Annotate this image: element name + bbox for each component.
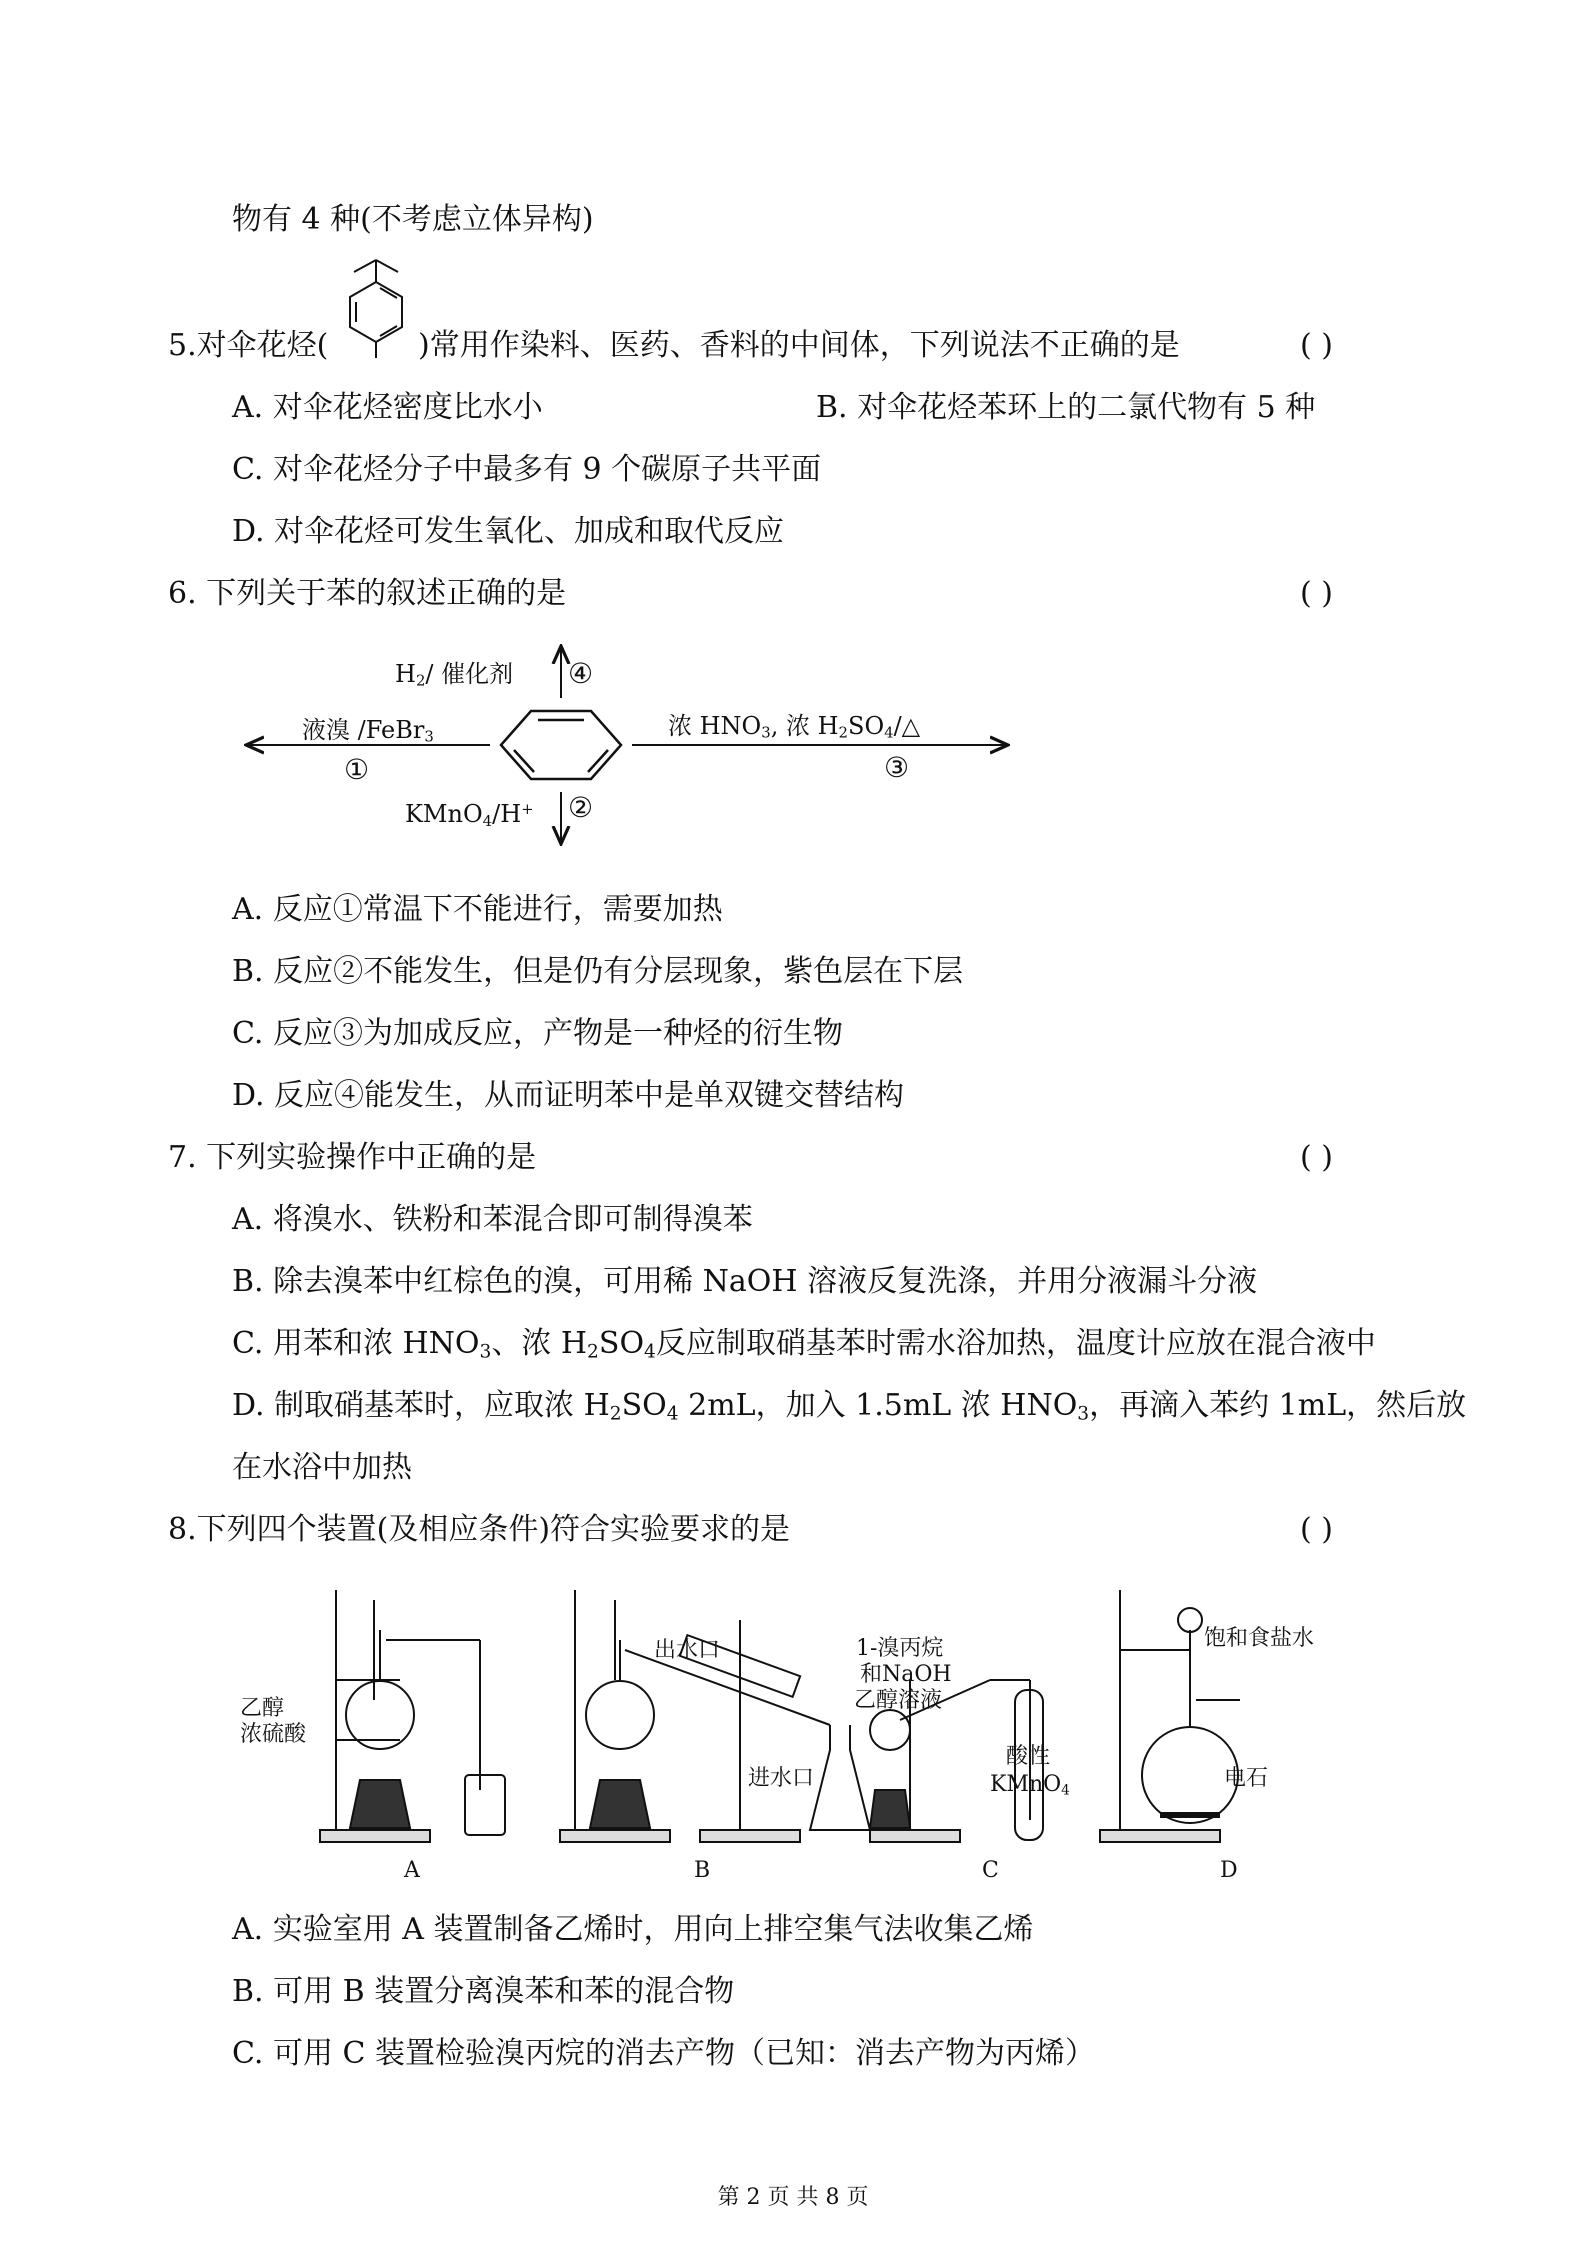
reaction-3-number: ③	[884, 751, 910, 784]
reaction-1-label: 液溴 /FeBr$_3$	[302, 716, 434, 746]
apparatus-c-reagent-line2: 和NaOH	[860, 1662, 952, 1687]
q5-option-c: C. 对伞花烃分子中最多有 9 个碳原子共平面	[232, 452, 822, 487]
q6-option-c: C. 反应③为加成反应，产物是一种烃的衍生物	[232, 1016, 843, 1051]
q6-stem: 6. 下列关于苯的叙述正确的是	[168, 576, 567, 611]
q8-answer-paren: ( )	[1300, 1512, 1333, 1547]
reaction-3-label: 浓 $HNO_3$, 浓 $H_2SO_4/\triangle$	[668, 712, 921, 742]
apparatus-c-reagent-line1: 1-溴丙烷	[856, 1636, 944, 1661]
q5-answer-paren: ( )	[1300, 328, 1333, 363]
apparatus-c-caption: C	[982, 1858, 999, 1883]
apparatus-c-kmno4-label: KMnO$_4$	[990, 1772, 1070, 1799]
q7-option-b: B. 除去溴苯中红棕色的溴，可用稀 NaOH 溶液反复洗涤，并用分液漏斗分液	[232, 1264, 1258, 1299]
q8-stem: 8.下列四个装置(及相应条件)符合实验要求的是	[168, 1512, 791, 1547]
page-footer: 第 2 页 共 8 页	[717, 2185, 869, 2210]
q5-stem-prefix: 5.对伞花烃(	[168, 328, 329, 363]
q6-option-a: A. 反应①常温下不能进行，需要加热	[232, 892, 723, 927]
apparatus-b-drawing	[560, 1590, 870, 1842]
apparatus-d-caption: D	[1220, 1858, 1238, 1883]
reaction-4-label: $H_2/$ 催化剂	[395, 660, 514, 690]
q7-answer-paren: ( )	[1300, 1140, 1333, 1175]
q7-stem: 7. 下列实验操作中正确的是	[168, 1140, 537, 1175]
apparatus-a-label-ethanol: 乙醇	[240, 1696, 285, 1721]
q6-option-d: D. 反应④能发生，从而证明苯中是单双键交替结构	[232, 1078, 905, 1113]
q5-option-d: D. 对伞花烃可发生氧化、加成和取代反应	[232, 514, 785, 549]
q5-stem-suffix: )常用作染料、医药、香料的中间体，下列说法不正确的是	[418, 328, 1180, 363]
q8-option-b: B. 可用 B 装置分离溴苯和苯的混合物	[232, 1974, 735, 2009]
apparatus-b-caption: B	[694, 1858, 711, 1883]
apparatus-figure	[230, 1580, 1390, 1870]
apparatus-d-water-label: 饱和食盐水	[1204, 1626, 1315, 1651]
q6-option-b: B. 反应②不能发生，但是仍有分层现象，紫色层在下层	[232, 954, 964, 989]
apparatus-a-caption: A	[404, 1858, 420, 1883]
reaction-1-number: ①	[344, 753, 370, 786]
continued-text-line: 物有 4 种(不考虑立体异构)	[232, 202, 594, 237]
benzene-ring-icon	[501, 711, 621, 779]
reaction-2-label: KMnO$_4$/H+	[405, 800, 534, 830]
q7-option-d-continued: 在水浴中加热	[232, 1450, 412, 1485]
p-cymene-structure-icon	[340, 258, 412, 358]
apparatus-b-inlet-label: 进水口	[748, 1766, 815, 1791]
reaction-4-number: ④	[568, 657, 594, 690]
q7-option-a: A. 将溴水、铁粉和苯混合即可制得溴苯	[232, 1202, 753, 1237]
q5-option-b: B. 对伞花烃苯环上的二氯代物有 5 种	[816, 390, 1316, 425]
q5-option-a: A. 对伞花烃密度比水小	[232, 390, 543, 425]
apparatus-a-label-acid: 浓硫酸	[240, 1722, 307, 1747]
q7-option-c: C. 用苯和浓 $HNO_3$、浓 $H_2SO_4$反应制取硝基苯时需水浴加热，温度计应放在混合液中	[232, 1326, 1376, 1363]
apparatus-a-drawing	[320, 1590, 505, 1842]
q6-answer-paren: ( )	[1300, 576, 1333, 611]
apparatus-d-solid-label: 电石	[1224, 1766, 1269, 1791]
q8-option-c: C. 可用 C 装置检验溴丙烷的消去产物（已知：消去产物为丙烯）	[232, 2036, 1095, 2071]
q8-option-a: A. 实验室用 A 装置制备乙烯时，用向上排空集气法收集乙烯	[232, 1912, 1034, 1947]
reaction-2-number: ②	[568, 791, 594, 824]
q7-option-d: D. 制取硝基苯时，应取浓 $H_2SO_4$ 2mL，加入 1.5mL 浓 $HNO_3$，再滴入苯约 1mL，然后放	[232, 1388, 1467, 1425]
apparatus-c-acid-label: 酸性	[1006, 1744, 1051, 1769]
apparatus-b-outlet-label: 出水口	[654, 1638, 721, 1663]
apparatus-c-reagent-line3: 乙醇溶液	[854, 1688, 943, 1713]
